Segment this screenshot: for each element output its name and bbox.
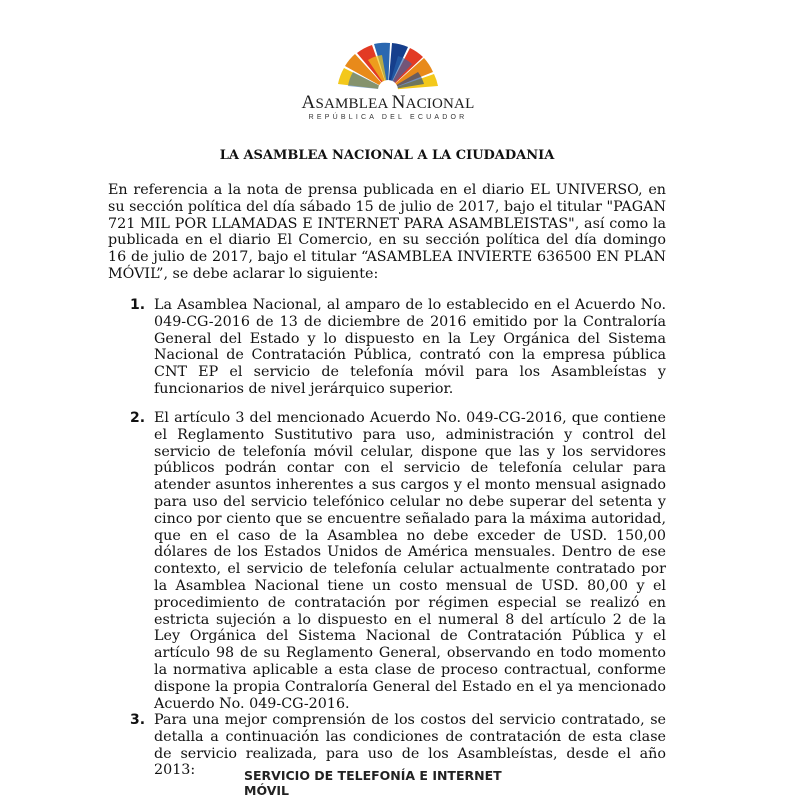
document-title: LA ASAMBLEA NACIONAL A LA CIUDADANIA [219, 148, 555, 163]
fan-emblem-icon [336, 44, 440, 92]
item-text: Para una mejor comprensión de los costos del servicio contratado, se detalla a continuación las condiciones de contratación de esta clase de servicio realizada, para uso de los Asambleístas, desde el año 2013: [154, 712, 666, 779]
org-name-part-1: SAMBLEA [315, 96, 392, 112]
next-section-heading-partial [244, 768, 526, 798]
next-section-heading-text: SERVICIO DE TELEFONÍA E INTERNET MÓVIL [244, 768, 502, 798]
org-name-initial-n: N [391, 92, 406, 113]
item-number: 3. [130, 712, 146, 728]
org-name-part-2: ACIONAL [405, 96, 475, 112]
asamblea-logo [290, 44, 486, 122]
item-text: El artículo 3 del mencionado Acuerdo No. 049-CG-2016, que contiene el Reglamento Sustitutivo para uso, administración y control del servicio de telefonía móvil celular, dispone que las y los servidores públicos podrán contar con el servicio de telefonía celular para atender asuntos inherentes a sus cargos y el monto mensual asignado para uso del servicio telefónico celular no debe superar del setenta y cinco por ciento que se encuentre señalado para la máxima autoridad, que en el caso de la Asamblea no debe exceder de USD. 150,00 dólares de los Estados Unidos de América mensuales. Dentro de ese contexto, el servicio de telefonía celular actualmente contratado por la Asamblea Nacional tiene un costo mensual de USD. 80,00 y el procedimiento de contratación por régimen especial se realizó en estricta sujeción a lo dispuesto en el numeral 8 del artículo 2 de la Ley Orgánica del Sistema Nacional de Contratación Pública y el artículo 98 de su Reglamento General, observando en todo momento la normativa aplicable a esta clase de proceso contractual, conforme dispone la propia Contraloría General del Estado en el ya mencionado Acuerdo No. 049-CG-2016. [154, 410, 666, 712]
org-name-initial-a: A [301, 92, 316, 113]
item-number: 2. [130, 410, 146, 426]
org-subtitle: REPÚBLICA DEL ECUADOR [308, 114, 468, 121]
item-number: 1. [130, 297, 146, 313]
org-name [290, 92, 486, 114]
item-text: La Asamblea Nacional, al amparo de lo establecido en el Acuerdo No. 049-CG-2016 de 13 de diciembre de 2016 emitido por la Contraloría General del Estado y lo dispuesto en la Ley Orgánica del Sistema Nacional de Contratación Pública, contrató con la empresa pública CNT EP el servicio de telefonía móvil para los Asambleístas y funcionarios de nivel jerárquico superior. [154, 297, 666, 397]
intro-paragraph: En referencia a la nota de prensa publicada en el diario EL UNIVERSO, en su sección política del día sábado 15 de julio de 2017, bajo el titular "PAGAN 721 MIL POR LLAMADAS E INTERNET PARA ASAMBLEISTAS", así como la publicada en el diario El Comercio, en su sección política del día domingo 16 de julio de 2017, bajo el titular “ASAMBLEA INVIERTE 636500 EN PLAN MÓVIL”, se debe aclarar lo siguiente: [108, 182, 667, 282]
